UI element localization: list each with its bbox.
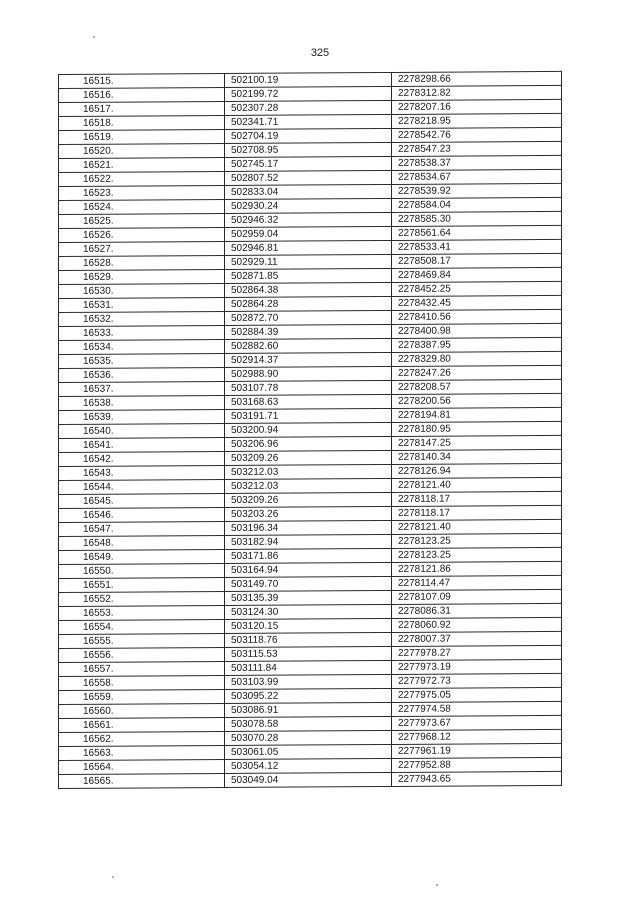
- y-coordinate-cell: 2277968.12: [392, 729, 562, 744]
- y-coordinate-cell: 2278107.09: [392, 589, 562, 604]
- point-number-cell: 16557.: [59, 661, 225, 676]
- point-number-cell: 16541.: [59, 437, 225, 452]
- point-number-cell: 16524.: [59, 199, 225, 214]
- point-number-cell: 16521.: [59, 157, 225, 172]
- point-number-cell: 16551.: [59, 577, 225, 592]
- y-coordinate-cell: 2277961.19: [392, 743, 562, 758]
- x-coordinate-cell: 503086.91: [225, 702, 392, 717]
- x-coordinate-cell: 503070.28: [225, 730, 392, 745]
- x-coordinate-cell: 503212.03: [225, 478, 392, 493]
- x-coordinate-cell: 502946.81: [225, 240, 392, 255]
- x-coordinate-cell: 502946.32: [225, 212, 392, 227]
- table-row: [59, 771, 562, 788]
- x-coordinate-cell: 502100.19: [225, 72, 392, 87]
- x-coordinate-cell: 502199.72: [225, 86, 392, 101]
- x-coordinate-cell: 503115.53: [225, 646, 392, 661]
- point-number-cell: 16529.: [59, 269, 225, 284]
- x-coordinate-cell: 502341.71: [225, 114, 392, 129]
- x-coordinate-cell: 502988.90: [225, 366, 392, 381]
- y-coordinate-cell: 2278539.92: [392, 183, 562, 198]
- scan-speck: [93, 36, 95, 38]
- point-number-cell: 16554.: [59, 619, 225, 634]
- y-coordinate-cell: 2277975.05: [392, 687, 562, 702]
- y-coordinate-cell: 2277952.88: [392, 757, 562, 772]
- y-coordinate-cell: 2278118.17: [392, 505, 562, 520]
- x-coordinate-cell: 503111.84: [225, 660, 392, 675]
- point-number-cell: 16533.: [59, 325, 225, 340]
- x-coordinate-cell: 503124.30: [225, 604, 392, 619]
- x-coordinate-cell: 503209.26: [225, 450, 392, 465]
- point-number-cell: 16520.: [59, 143, 225, 158]
- point-number-cell: 16515.: [59, 73, 225, 88]
- y-coordinate-cell: 2278218.95: [392, 113, 562, 128]
- y-coordinate-cell: 2278533.41: [392, 239, 562, 254]
- x-coordinate-cell: 502871.85: [225, 268, 392, 283]
- coordinate-table-body: [59, 71, 562, 788]
- x-coordinate-cell: 503049.04: [225, 772, 392, 787]
- page-number: 325: [310, 47, 330, 59]
- y-coordinate-cell: 2278123.25: [392, 547, 562, 562]
- point-number-cell: 16534.: [59, 339, 225, 354]
- point-number-cell: 16537.: [59, 381, 225, 396]
- point-number-cell: 16555.: [59, 633, 225, 648]
- y-coordinate-cell: 2278547.23: [392, 141, 562, 156]
- y-coordinate-cell: 2278432.45: [392, 295, 562, 310]
- x-coordinate-cell: 503149.70: [225, 576, 392, 591]
- y-coordinate-cell: 2278114.47: [392, 575, 562, 590]
- y-coordinate-cell: 2278121.40: [392, 519, 562, 534]
- y-coordinate-cell: 2278180.95: [392, 421, 562, 436]
- x-coordinate-cell: 503171.86: [225, 548, 392, 563]
- point-number-cell: 16563.: [59, 745, 225, 760]
- point-number-cell: 16522.: [59, 171, 225, 186]
- point-number-cell: 16535.: [59, 353, 225, 368]
- y-coordinate-cell: 2278194.81: [392, 407, 562, 422]
- point-number-cell: 16539.: [59, 409, 225, 424]
- point-number-cell: 16556.: [59, 647, 225, 662]
- x-coordinate-cell: 503191.71: [225, 408, 392, 423]
- x-coordinate-cell: 503206.96: [225, 436, 392, 451]
- point-number-cell: 16550.: [59, 563, 225, 578]
- point-number-cell: 16532.: [59, 311, 225, 326]
- x-coordinate-cell: 502959.04: [225, 226, 392, 241]
- point-number-cell: 16525.: [59, 213, 225, 228]
- y-coordinate-cell: 2278534.67: [392, 169, 562, 184]
- x-coordinate-cell: 503168.63: [225, 394, 392, 409]
- point-number-cell: 16552.: [59, 591, 225, 606]
- y-coordinate-cell: 2278542.76: [392, 127, 562, 142]
- point-number-cell: 16540.: [59, 423, 225, 438]
- y-coordinate-cell: 2278147.25: [392, 435, 562, 450]
- point-number-cell: 16536.: [59, 367, 225, 382]
- x-coordinate-cell: 502884.39: [225, 324, 392, 339]
- y-coordinate-cell: 2278086.31: [392, 603, 562, 618]
- y-coordinate-cell: 2278007.37: [392, 631, 562, 646]
- y-coordinate-cell: 2278200.56: [392, 393, 562, 408]
- y-coordinate-cell: 2278126.94: [392, 463, 562, 478]
- y-coordinate-cell: 2278247.26: [392, 365, 562, 380]
- point-number-cell: 16547.: [59, 521, 225, 536]
- y-coordinate-cell: 2278208.57: [392, 379, 562, 394]
- point-number-cell: 16564.: [59, 759, 225, 774]
- point-number-cell: 16526.: [59, 227, 225, 242]
- x-coordinate-cell: 503200.94: [225, 422, 392, 437]
- point-number-cell: 16560.: [59, 703, 225, 718]
- x-coordinate-cell: 503203.26: [225, 506, 392, 521]
- y-coordinate-cell: 2277973.19: [392, 659, 562, 674]
- point-number-cell: 16562.: [59, 731, 225, 746]
- point-number-cell: 16516.: [59, 87, 225, 102]
- x-coordinate-cell: 502864.28: [225, 296, 392, 311]
- x-coordinate-cell: 502914.37: [225, 352, 392, 367]
- x-coordinate-cell: 502872.70: [225, 310, 392, 325]
- y-coordinate-cell: 2278121.40: [392, 477, 562, 492]
- x-coordinate-cell: 502708.95: [225, 142, 392, 157]
- y-coordinate-cell: 2278508.17: [392, 253, 562, 268]
- point-number-cell: 16548.: [59, 535, 225, 550]
- point-number-cell: 16543.: [59, 465, 225, 480]
- y-coordinate-cell: 2278410.56: [392, 309, 562, 324]
- x-coordinate-cell: 502745.17: [225, 156, 392, 171]
- point-number-cell: 16542.: [59, 451, 225, 466]
- point-number-cell: 16530.: [59, 283, 225, 298]
- y-coordinate-cell: 2278561.64: [392, 225, 562, 240]
- x-coordinate-cell: 503061.05: [225, 744, 392, 759]
- y-coordinate-cell: 2277974.58: [392, 701, 562, 716]
- point-number-cell: 16527.: [59, 241, 225, 256]
- x-coordinate-cell: 502307.28: [225, 100, 392, 115]
- point-number-cell: 16544.: [59, 479, 225, 494]
- y-coordinate-cell: 2278060.92: [392, 617, 562, 632]
- x-coordinate-cell: 503054.12: [225, 758, 392, 773]
- y-coordinate-cell: 2278538.37: [392, 155, 562, 170]
- point-number-cell: 16528.: [59, 255, 225, 270]
- x-coordinate-cell: 502929.11: [225, 254, 392, 269]
- x-coordinate-cell: 503078.58: [225, 716, 392, 731]
- point-number-cell: 16565.: [59, 773, 225, 788]
- point-number-cell: 16531.: [59, 297, 225, 312]
- point-number-cell: 16545.: [59, 493, 225, 508]
- y-coordinate-cell: 2278585.30: [392, 211, 562, 226]
- y-coordinate-cell: 2277943.65: [392, 771, 562, 786]
- x-coordinate-cell: 503103.99: [225, 674, 392, 689]
- x-coordinate-cell: 502864.38: [225, 282, 392, 297]
- point-number-cell: 16558.: [59, 675, 225, 690]
- y-coordinate-cell: 2277973.67: [392, 715, 562, 730]
- x-coordinate-cell: 502807.52: [225, 170, 392, 185]
- x-coordinate-cell: 503182.94: [225, 534, 392, 549]
- x-coordinate-cell: 502930.24: [225, 198, 392, 213]
- scan-speck: [112, 876, 114, 878]
- x-coordinate-cell: 503107.78: [225, 380, 392, 395]
- x-coordinate-cell: 503118.76: [225, 632, 392, 647]
- x-coordinate-cell: 503196.34: [225, 520, 392, 535]
- x-coordinate-cell: 503212.03: [225, 464, 392, 479]
- x-coordinate-cell: 502704.19: [225, 128, 392, 143]
- x-coordinate-cell: 502882.60: [225, 338, 392, 353]
- y-coordinate-cell: 2277978.27: [392, 645, 562, 660]
- x-coordinate-cell: 503164.94: [225, 562, 392, 577]
- x-coordinate-cell: 503209.26: [225, 492, 392, 507]
- point-number-cell: 16553.: [59, 605, 225, 620]
- y-coordinate-cell: 2278469.84: [392, 267, 562, 282]
- y-coordinate-cell: 2278121.86: [392, 561, 562, 576]
- point-number-cell: 16559.: [59, 689, 225, 704]
- scan-speck: [436, 884, 438, 886]
- y-coordinate-cell: 2277972.73: [392, 673, 562, 688]
- x-coordinate-cell: 503135.39: [225, 590, 392, 605]
- x-coordinate-cell: 503095.22: [225, 688, 392, 703]
- y-coordinate-cell: 2278329.80: [392, 351, 562, 366]
- point-number-cell: 16561.: [59, 717, 225, 732]
- y-coordinate-cell: 2278140.34: [392, 449, 562, 464]
- y-coordinate-cell: 2278584.04: [392, 197, 562, 212]
- y-coordinate-cell: 2278207.16: [392, 99, 562, 114]
- point-number-cell: 16517.: [59, 101, 225, 116]
- x-coordinate-cell: 503120.15: [225, 618, 392, 633]
- x-coordinate-cell: 502833.04: [225, 184, 392, 199]
- point-number-cell: 16523.: [59, 185, 225, 200]
- y-coordinate-cell: 2278452.25: [392, 281, 562, 296]
- y-coordinate-cell: 2278123.25: [392, 533, 562, 548]
- y-coordinate-cell: 2278400.98: [392, 323, 562, 338]
- coordinate-table: [58, 71, 562, 789]
- point-number-cell: 16549.: [59, 549, 225, 564]
- point-number-cell: 16519.: [59, 129, 225, 144]
- y-coordinate-cell: 2278118.17: [392, 491, 562, 506]
- point-number-cell: 16518.: [59, 115, 225, 130]
- y-coordinate-cell: 2278298.66: [392, 71, 562, 86]
- point-number-cell: 16538.: [59, 395, 225, 410]
- y-coordinate-cell: 2278387.95: [392, 337, 562, 352]
- point-number-cell: 16546.: [59, 507, 225, 522]
- y-coordinate-cell: 2278312.82: [392, 85, 562, 100]
